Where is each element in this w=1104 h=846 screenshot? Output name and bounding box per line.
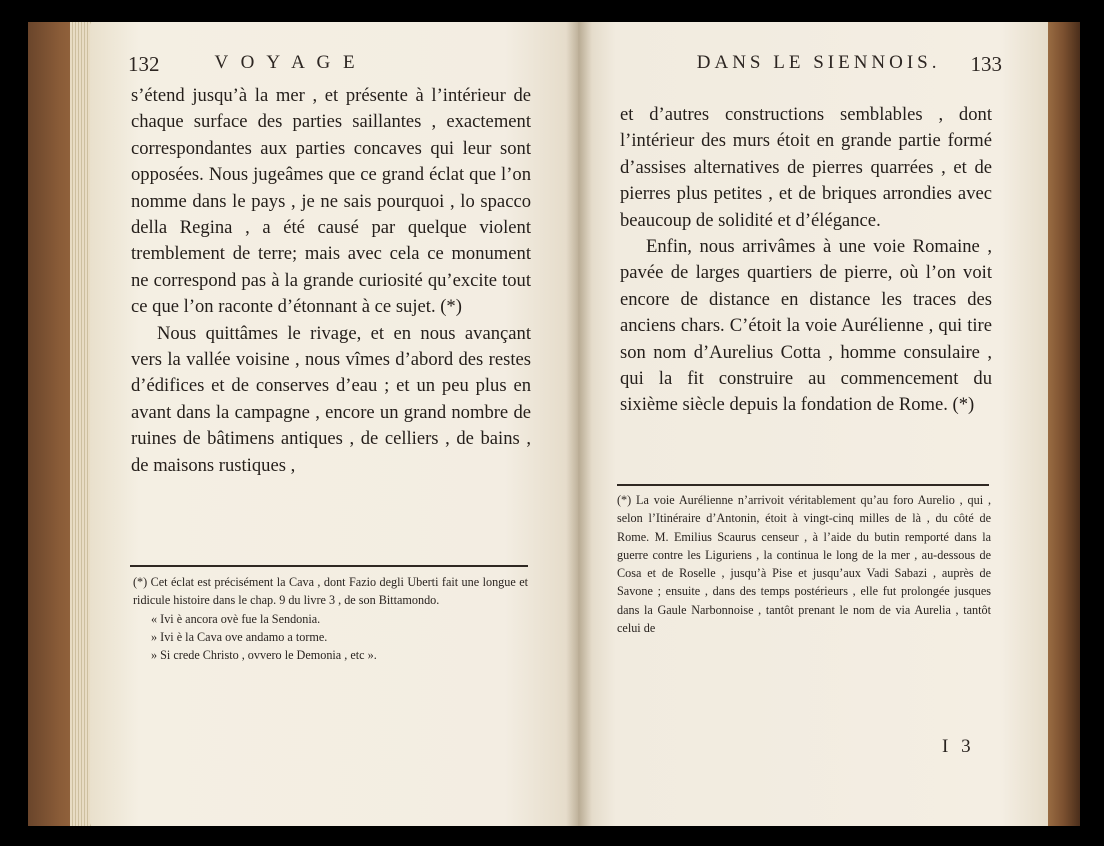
left-paragraph-2: Nous quittâmes le rivage, et en nous avançant vers la vallée voisine , nous vîmes d’abord des restes d’édifices et de conserves d’eau ; et un peu plus en avant dans la campagne , encore un grand nombre de ruines de bâtimens antiques , de celliers , de bains , de maisons rustiques , [131, 322, 531, 476]
left-footnote-text: (*) Cet éclat est précisément la Cava , dont Fazio degli Uberti fait une longue et ridicule histoire dans le chap. 9 du livre 3 , de son Bittamondo. [133, 575, 528, 608]
right-paragraph-2: Enfin, nous arrivâmes à une voie Romaine , pavée de larges quartiers de pierre, où l’on voit encore de distance en distance les traces des anciens chars. C’étoit la voie Aurélienne , qui tire son nom d’Aurelius Cotta , homme consulaire , qui la fit construire au commencement du sixième siècle depuis la fondation de Rome. (*) [620, 236, 992, 416]
left-paragraph-1: s’étend jusqu’à la mer , et présente à l’intérieur de chaque surface des parties saillantes , exactement correspondantes aux parties concaves qui leur sont opposées. Nous jugeâmes que ce grand éclat que l’on nomme dans le pays , je ne sais pourquoi , lo spacco della Regina , a été causé par quelque violent tremblement de terre; mais avec cela ce monument ne correspond pas à la grande curiosité qu’excite tout ce que l’on raconte d’étonnant à ce sujet. (*) [131, 85, 531, 318]
right-footnote-text: (*) La voie Aurélienne n’arrivoit véritablement qu’au foro Aurelio , qui , selon l’Itinéraire d’Antonin, étoit à vingt-cinq milles de là , du côté de Rome. M. Emilius Scaurus censeur , à l’aide du butin remporté dans la guerre contre les Liguriens , la continua le long de la mer , au-dessous de Cosa et de Roselle , jusqu’à Pise et jusqu’aux Vadi Sabazi , auprès de Savone ; ensuite , dans des temps postérieurs , elle fut prolongée jusques dans la Gaule Narbonnoise , tantôt prenant le nom de via Aurelia , tantôt celui de [617, 493, 991, 636]
left-page-header [128, 52, 448, 77]
right-body-text [620, 102, 992, 419]
right-footnote-rule [617, 484, 989, 486]
left-running-head: V O Y A G E [214, 52, 359, 73]
signature-mark: I 3 [942, 736, 975, 757]
right-page-header [672, 52, 1002, 77]
left-body-text [131, 83, 531, 479]
right-footnote [617, 491, 991, 637]
left-footnote-rule [130, 565, 528, 567]
right-running-head: DANS LE SIENNOIS. [696, 52, 941, 73]
left-verse-2: » Ivi è la Cava ove andamo a torme. [151, 629, 328, 644]
book-gutter [566, 22, 592, 826]
left-verse-1: « Ivi è ancora ovè fue la Sendonia. [151, 611, 321, 626]
left-verse-3: » Si crede Christo , ovvero le Demonia , etc ». [151, 648, 377, 663]
right-page-number: 133 [970, 52, 1002, 76]
right-paragraph-1: et d’autres constructions semblables , dont l’intérieur des murs étoit en grande partie formé d’assises alternatives de pierres quarrées , et de pierres plus petites , et de briques arrondies avec beaucoup de solidité et d’élégance. [620, 104, 992, 231]
left-footnote [133, 573, 528, 664]
left-page-number: 132 [128, 52, 160, 76]
